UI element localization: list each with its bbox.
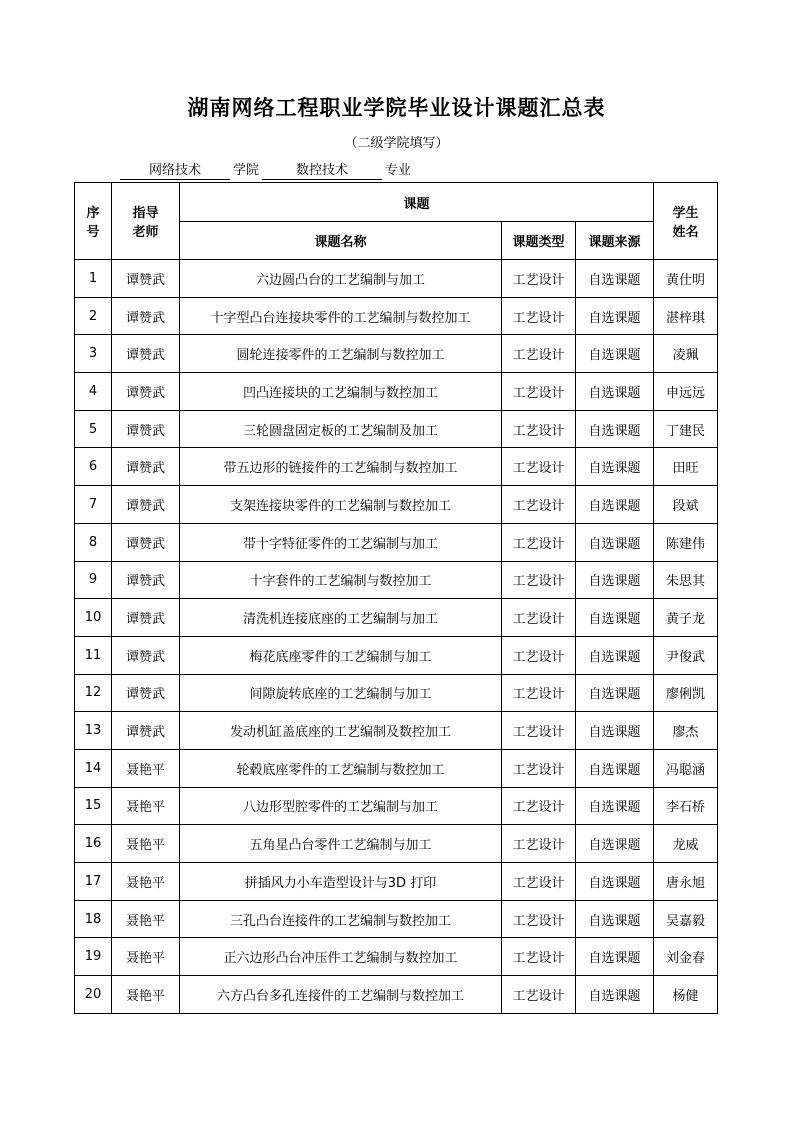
cell-topic-type: 工艺设计 bbox=[502, 448, 576, 486]
cell-topic-type: 工艺设计 bbox=[502, 373, 576, 411]
cell-number: 2 bbox=[75, 297, 112, 335]
cell-student: 湛梓琪 bbox=[654, 297, 718, 335]
cell-topic-type: 工艺设计 bbox=[502, 599, 576, 637]
table-row bbox=[75, 561, 718, 599]
cell-number: 3 bbox=[75, 335, 112, 373]
table-row bbox=[75, 825, 718, 863]
cell-advisor: 谭赞武 bbox=[112, 599, 180, 637]
cell-number: 13 bbox=[75, 712, 112, 750]
cell-topic-type: 工艺设计 bbox=[502, 863, 576, 901]
cell-topic-name: 支架连接块零件的工艺编制与数控加工 bbox=[180, 486, 502, 524]
header-topic: 课题 bbox=[180, 183, 654, 222]
cell-advisor: 聂艳平 bbox=[112, 900, 180, 938]
cell-advisor: 谭赞武 bbox=[112, 448, 180, 486]
cell-student: 唐永旭 bbox=[654, 863, 718, 901]
cell-topic-name: 三孔凸台连接件的工艺编制与数控加工 bbox=[180, 900, 502, 938]
cell-number: 15 bbox=[75, 787, 112, 825]
table-row bbox=[75, 976, 718, 1014]
cell-topic-name: 凹凸连接块的工艺编制与数控加工 bbox=[180, 373, 502, 411]
cell-student: 龙威 bbox=[654, 825, 718, 863]
cell-advisor: 谭赞武 bbox=[112, 260, 180, 298]
cell-topic-type: 工艺设计 bbox=[502, 712, 576, 750]
cell-student: 黄子龙 bbox=[654, 599, 718, 637]
college-label: 学院 bbox=[233, 163, 260, 178]
cell-advisor: 聂艳平 bbox=[112, 938, 180, 976]
cell-number: 16 bbox=[75, 825, 112, 863]
cell-topic-source: 自选课题 bbox=[576, 749, 654, 787]
cell-topic-name: 圆轮连接零件的工艺编制与数控加工 bbox=[180, 335, 502, 373]
cell-number: 9 bbox=[75, 561, 112, 599]
cell-topic-type: 工艺设计 bbox=[502, 523, 576, 561]
cell-student: 陈建伟 bbox=[654, 523, 718, 561]
cell-advisor: 谭赞武 bbox=[112, 523, 180, 561]
table-row bbox=[75, 486, 718, 524]
cell-topic-type: 工艺设计 bbox=[502, 749, 576, 787]
cell-topic-name: 八边形型腔零件的工艺编制与加工 bbox=[180, 787, 502, 825]
table-row bbox=[75, 863, 718, 901]
cell-topic-type: 工艺设计 bbox=[502, 787, 576, 825]
cell-number: 8 bbox=[75, 523, 112, 561]
cell-topic-name: 发动机缸盖底座的工艺编制及数控加工 bbox=[180, 712, 502, 750]
cell-advisor: 谭赞武 bbox=[112, 712, 180, 750]
cell-number: 18 bbox=[75, 900, 112, 938]
cell-topic-type: 工艺设计 bbox=[502, 486, 576, 524]
cell-number: 14 bbox=[75, 749, 112, 787]
cell-topic-type: 工艺设计 bbox=[502, 674, 576, 712]
college-value: 网络技术 bbox=[120, 162, 230, 180]
table-row bbox=[75, 599, 718, 637]
cell-topic-source: 自选课题 bbox=[576, 863, 654, 901]
table-row bbox=[75, 335, 718, 373]
cell-topic-type: 工艺设计 bbox=[502, 335, 576, 373]
cell-topic-name: 轮毂底座零件的工艺编制与数控加工 bbox=[180, 749, 502, 787]
cell-topic-source: 自选课题 bbox=[576, 561, 654, 599]
cell-number: 19 bbox=[75, 938, 112, 976]
cell-advisor: 谭赞武 bbox=[112, 561, 180, 599]
cell-topic-source: 自选课题 bbox=[576, 486, 654, 524]
cell-number: 17 bbox=[75, 863, 112, 901]
cell-student: 朱思其 bbox=[654, 561, 718, 599]
table-row bbox=[75, 448, 718, 486]
cell-student: 杨健 bbox=[654, 976, 718, 1014]
cell-topic-type: 工艺设计 bbox=[502, 976, 576, 1014]
cell-number: 6 bbox=[75, 448, 112, 486]
cell-student: 黄仕明 bbox=[654, 260, 718, 298]
cell-topic-source: 自选课题 bbox=[576, 373, 654, 411]
cell-topic-name: 六边圆凸台的工艺编制与加工 bbox=[180, 260, 502, 298]
table-row bbox=[75, 674, 718, 712]
cell-topic-source: 自选课题 bbox=[576, 636, 654, 674]
header-student: 学生 姓名 bbox=[654, 183, 718, 260]
cell-advisor: 聂艳平 bbox=[112, 863, 180, 901]
cell-student: 刘金春 bbox=[654, 938, 718, 976]
header-number: 序 号 bbox=[75, 183, 112, 260]
table-row bbox=[75, 260, 718, 298]
cell-topic-source: 自选课题 bbox=[576, 260, 654, 298]
cell-student: 丁建民 bbox=[654, 410, 718, 448]
cell-topic-source: 自选课题 bbox=[576, 712, 654, 750]
cell-topic-source: 自选课题 bbox=[576, 599, 654, 637]
cell-topic-name: 带五边形的链接件的工艺编制与数控加工 bbox=[180, 448, 502, 486]
cell-topic-name: 十字型凸台连接块零件的工艺编制与数控加工 bbox=[180, 297, 502, 335]
college-major-line bbox=[120, 159, 414, 180]
table-row bbox=[75, 297, 718, 335]
cell-advisor: 聂艳平 bbox=[112, 976, 180, 1014]
cell-topic-source: 自选课题 bbox=[576, 335, 654, 373]
major-value: 数控技术 bbox=[262, 162, 382, 180]
header-advisor: 指导 老师 bbox=[112, 183, 180, 260]
table-row bbox=[75, 636, 718, 674]
cell-topic-type: 工艺设计 bbox=[502, 561, 576, 599]
cell-student: 廖杰 bbox=[654, 712, 718, 750]
cell-topic-type: 工艺设计 bbox=[502, 260, 576, 298]
cell-topic-name: 五角星凸台零件工艺编制与加工 bbox=[180, 825, 502, 863]
header-topic-type: 课题类型 bbox=[502, 222, 576, 260]
cell-number: 4 bbox=[75, 373, 112, 411]
cell-topic-type: 工艺设计 bbox=[502, 297, 576, 335]
cell-topic-source: 自选课题 bbox=[576, 448, 654, 486]
table-row bbox=[75, 373, 718, 411]
cell-student: 李石桥 bbox=[654, 787, 718, 825]
cell-advisor: 谭赞武 bbox=[112, 674, 180, 712]
table-row bbox=[75, 712, 718, 750]
cell-advisor: 谭赞武 bbox=[112, 335, 180, 373]
cell-topic-source: 自选课题 bbox=[576, 410, 654, 448]
cell-advisor: 聂艳平 bbox=[112, 787, 180, 825]
cell-topic-name: 带十字特征零件的工艺编制与加工 bbox=[180, 523, 502, 561]
cell-number: 7 bbox=[75, 486, 112, 524]
document-subtitle: （二级学院填写） bbox=[344, 136, 449, 151]
cell-student: 尹俊武 bbox=[654, 636, 718, 674]
cell-number: 12 bbox=[75, 674, 112, 712]
cell-topic-name: 间隙旋转底座的工艺编制与加工 bbox=[180, 674, 502, 712]
table-row bbox=[75, 410, 718, 448]
cell-topic-source: 自选课题 bbox=[576, 297, 654, 335]
cell-advisor: 谭赞武 bbox=[112, 636, 180, 674]
cell-advisor: 谭赞武 bbox=[112, 486, 180, 524]
cell-number: 20 bbox=[75, 976, 112, 1014]
header-topic-source: 课题来源 bbox=[576, 222, 654, 260]
cell-number: 11 bbox=[75, 636, 112, 674]
cell-number: 5 bbox=[75, 410, 112, 448]
cell-advisor: 谭赞武 bbox=[112, 297, 180, 335]
cell-topic-type: 工艺设计 bbox=[502, 825, 576, 863]
cell-topic-name: 十字套件的工艺编制与数控加工 bbox=[180, 561, 502, 599]
major-label: 专业 bbox=[385, 163, 412, 178]
cell-advisor: 聂艳平 bbox=[112, 825, 180, 863]
cell-topic-source: 自选课题 bbox=[576, 976, 654, 1014]
cell-student: 田旺 bbox=[654, 448, 718, 486]
cell-topic-source: 自选课题 bbox=[576, 674, 654, 712]
cell-topic-name: 清洗机连接底座的工艺编制与加工 bbox=[180, 599, 502, 637]
cell-topic-source: 自选课题 bbox=[576, 825, 654, 863]
table-row bbox=[75, 787, 718, 825]
cell-topic-name: 三轮圆盘固定板的工艺编制及加工 bbox=[180, 410, 502, 448]
cell-topic-name: 六方凸台多孔连接件的工艺编制与数控加工 bbox=[180, 976, 502, 1014]
cell-topic-type: 工艺设计 bbox=[502, 938, 576, 976]
table-row bbox=[75, 749, 718, 787]
table-header-row bbox=[75, 183, 718, 222]
cell-topic-name: 拼插风力小车造型设计与3D 打印 bbox=[180, 863, 502, 901]
header-topic-name: 课题名称 bbox=[180, 222, 502, 260]
cell-student: 申远远 bbox=[654, 373, 718, 411]
cell-topic-source: 自选课题 bbox=[576, 938, 654, 976]
cell-topic-type: 工艺设计 bbox=[502, 900, 576, 938]
cell-student: 廖俐凯 bbox=[654, 674, 718, 712]
cell-topic-name: 正六边形凸台冲压件工艺编制与数控加工 bbox=[180, 938, 502, 976]
cell-topic-type: 工艺设计 bbox=[502, 636, 576, 674]
document-title: 湖南网络工程职业学院毕业设计课题汇总表 bbox=[187, 96, 606, 120]
table-row bbox=[75, 938, 718, 976]
cell-student: 凌珮 bbox=[654, 335, 718, 373]
table-row bbox=[75, 900, 718, 938]
cell-topic-source: 自选课题 bbox=[576, 900, 654, 938]
cell-advisor: 聂艳平 bbox=[112, 749, 180, 787]
table-row bbox=[75, 523, 718, 561]
cell-student: 段斌 bbox=[654, 486, 718, 524]
topics-table bbox=[74, 182, 718, 1014]
cell-advisor: 谭赞武 bbox=[112, 410, 180, 448]
cell-number: 1 bbox=[75, 260, 112, 298]
cell-topic-source: 自选课题 bbox=[576, 787, 654, 825]
cell-topic-name: 梅花底座零件的工艺编制与加工 bbox=[180, 636, 502, 674]
cell-student: 冯聪涵 bbox=[654, 749, 718, 787]
cell-topic-source: 自选课题 bbox=[576, 523, 654, 561]
cell-number: 10 bbox=[75, 599, 112, 637]
cell-topic-type: 工艺设计 bbox=[502, 410, 576, 448]
cell-student: 吴嘉毅 bbox=[654, 900, 718, 938]
cell-advisor: 谭赞武 bbox=[112, 373, 180, 411]
